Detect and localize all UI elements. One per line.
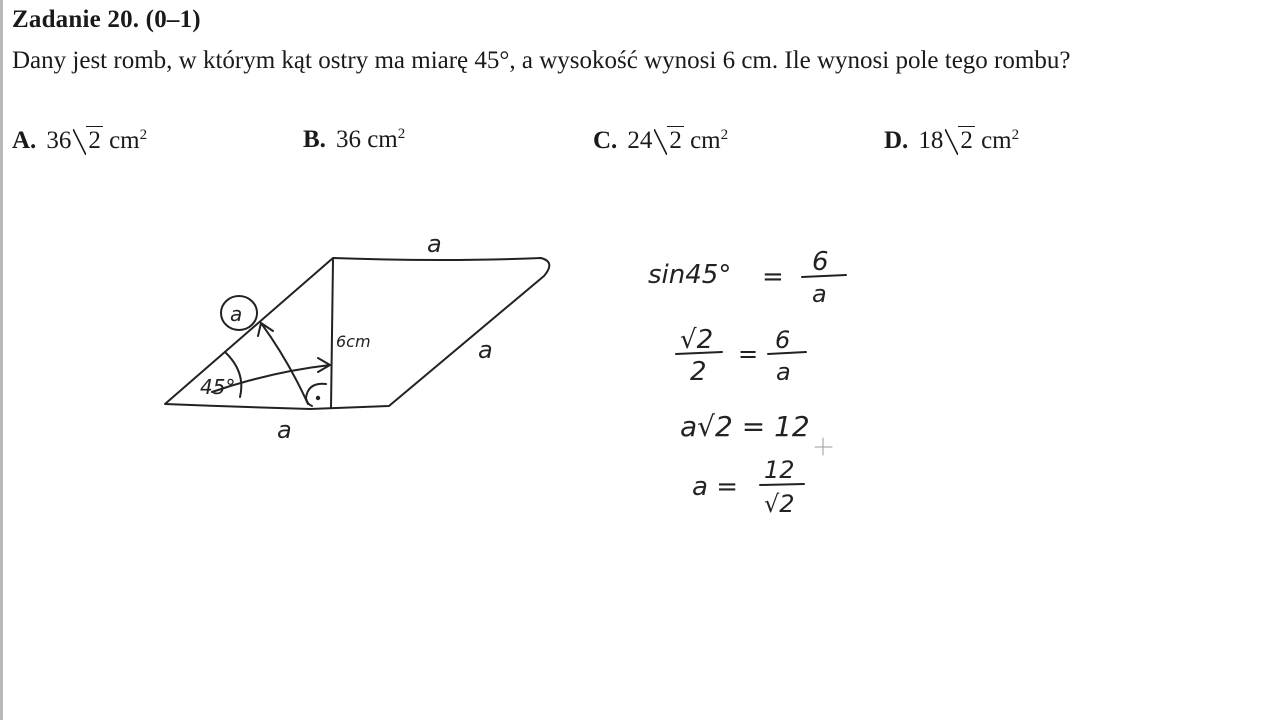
work-line4-left: a = — [692, 472, 738, 502]
option-coef: 36 — [335, 126, 361, 153]
option-exponent: 2 — [397, 126, 406, 142]
right-angle-dot — [317, 397, 319, 399]
option-exponent: 2 — [139, 127, 148, 143]
work-line2-equals: = — [738, 340, 759, 368]
label-height: 6cm — [336, 332, 371, 351]
work-line1-equals: = — [762, 262, 784, 292]
work-line2-rden: a — [776, 358, 791, 386]
option-unit: cm — [109, 127, 140, 154]
option-coef: 24 — [627, 127, 653, 154]
work-line1-left: sin45° — [648, 260, 732, 290]
work-line1-num: 6 — [812, 247, 829, 277]
cursor-crosshair-icon — [815, 438, 832, 455]
option-radicand: 2 — [88, 127, 101, 154]
option-radicand: 2 — [960, 127, 973, 154]
option-exponent: 2 — [720, 127, 729, 143]
label-side-top: a — [427, 230, 442, 258]
label-side-left: a — [230, 302, 243, 326]
task-title: Zadanie 20. (0–1) — [12, 6, 201, 33]
option-letter: C. — [593, 127, 618, 154]
option-unit: cm — [690, 127, 721, 154]
label-angle: 45° — [200, 375, 236, 399]
work-line2-den: 2 — [690, 357, 707, 387]
fraction-bar-4 — [760, 484, 804, 485]
option-letter: D. — [884, 127, 909, 154]
option-coef: 36 — [46, 127, 72, 154]
arrow-to-side — [258, 323, 308, 404]
height-line — [331, 260, 333, 408]
work-line2-rnum: 6 — [775, 326, 791, 354]
option-letter: B. — [303, 126, 326, 153]
work-line3: a√2 = 12 — [680, 410, 810, 443]
label-side-bottom: a — [277, 416, 292, 444]
option-letter: A. — [12, 127, 37, 154]
label-side-right: a — [478, 336, 493, 364]
work-line1-den: a — [812, 280, 827, 308]
option-radicand: 2 — [669, 127, 682, 154]
work-line2-num: √2 — [680, 325, 714, 355]
option-unit: cm — [981, 127, 1012, 154]
option-exponent: 2 — [1011, 127, 1020, 143]
task-question: Dany jest romb, w którym kąt ostry ma miarę 45°, a wysokość wynosi 6 cm. Ile wynosi pole tego rombu? — [12, 47, 1071, 74]
option-coef: 18 — [918, 127, 944, 154]
right-angle-mark — [306, 384, 326, 406]
work-line4-den: √2 — [764, 490, 795, 518]
work-line4-num: 12 — [764, 456, 795, 484]
option-unit: cm — [367, 126, 398, 153]
